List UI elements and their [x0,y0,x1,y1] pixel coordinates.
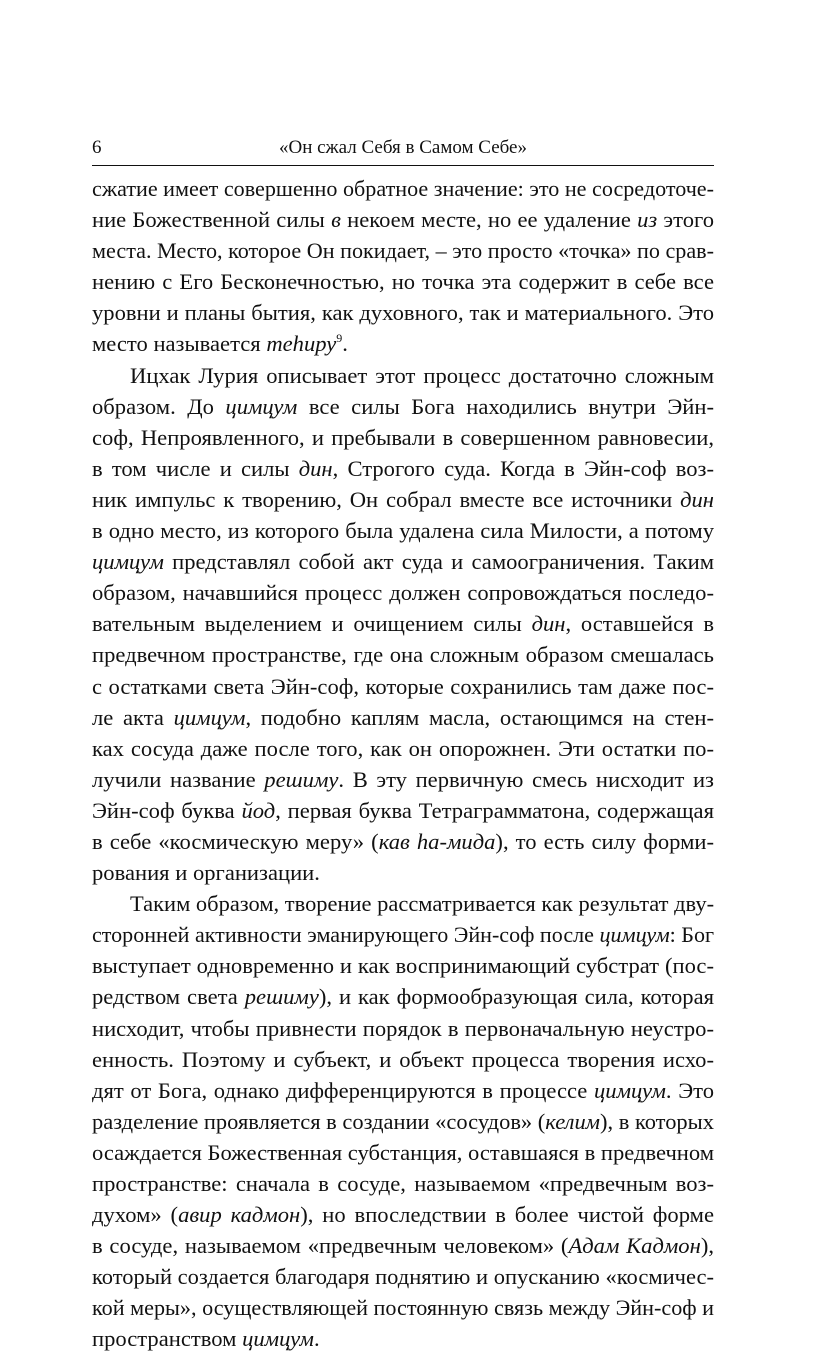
text-line [92,764,714,795]
text-line [92,360,714,391]
text-line [92,1230,714,1261]
text-run: . [313,1326,320,1352]
text-run: : Бог [669,922,715,948]
text-run: места. Место, которое Он покидает, – это просто «точка» по срав- [92,238,714,264]
text-run: представлял собой акт суда и самоограничения. Таким [163,549,714,575]
text-run: лучили название [92,766,265,792]
italic-term: кав hа-мида [378,828,496,854]
page-number: 6 [92,137,102,158]
text-run: . Это [665,1077,714,1103]
text-run: ), то есть силу форми- [495,828,714,854]
text-line [92,733,714,764]
italic-term: дин [531,611,566,637]
italic-term: цимцум [173,704,246,730]
italic-term: цимцум [242,1326,314,1352]
text-line [92,173,714,204]
text-run: в одно место, из которого была удалена сила Милости, а потому [92,518,714,544]
text-run: , первая буква Тетраграмматона, содержащая [275,797,714,823]
text-run: некоем месте, но ее удаление [340,207,638,233]
italic-term: дин [680,486,714,512]
text-run: этого [657,207,714,233]
running-header [92,136,714,160]
text-run: нению с Его Бесконечностью, но точка эта содержит в себе все [92,269,714,295]
text-line [92,422,714,453]
text-line [92,857,714,888]
text-line [92,1106,714,1137]
italic-term: дин [298,455,333,481]
text-line [92,702,714,733]
text-run: ), и как формообразующая сила, которая [318,984,714,1010]
text-run: дят от Бога, однако дифференцируются в процессе [92,1077,594,1103]
text-run: Ицхак Лурия описывает этот процесс достаточно сложным [130,362,714,388]
text-run: в сосуде, называемом «предвечным человеком» ( [92,1233,569,1259]
text-run: , Строгого суда. Когда в Эйн-соф воз- [332,455,714,481]
text-run: пространстве: сначала в сосуде, называемом «предвечным воз- [92,1171,714,1196]
header-rule [92,165,714,166]
text-line [92,546,714,577]
text-line [92,1075,714,1106]
text-line [92,204,714,235]
italic-term: цимцум [225,393,298,419]
text-run: ле акта [92,704,174,730]
text-line [92,515,714,546]
text-run: . [342,331,348,357]
italic-term: решиму [264,766,339,792]
text-line [92,608,714,639]
text-line [92,484,714,515]
text-run: ние Божественной силы [92,207,332,233]
text-run: Таким образом, творение рассматривается как результат дву- [130,891,715,917]
text-line [92,671,714,702]
text-run: ках сосуда даже после того, как он опорожнен. Эти остатки по- [92,735,714,761]
text-run: духом» ( [92,1202,179,1228]
text-line [92,1261,714,1292]
italic-term: келим [545,1108,601,1134]
text-run: рования и организации. [92,860,320,886]
italic-term: в [331,207,341,233]
italic-term: цимцум [594,1077,666,1103]
text-run: ), [700,1233,715,1259]
text-line [92,795,714,826]
text-run: , подобно каплям масла, остающимся на стен- [245,704,714,730]
running-title: «Он сжал Себя в Самом Себе» [278,137,527,158]
text-run: разделение проявляется в создании «сосудов» ( [92,1108,546,1134]
text-line [92,639,714,670]
text-line [92,919,714,950]
text-run: образом. До [92,393,226,419]
italic-term: Адам Кадмон [568,1233,701,1259]
text-line [92,453,714,484]
text-line [92,1013,714,1044]
text-run: Эйн-соф буква [92,797,242,823]
italic-term: тehиру [266,331,337,357]
text-run: нисходит, чтобы привнести порядок в первоначальную неустро- [92,1015,714,1041]
text-run: который создается благодаря поднятию и опусканию «космичес- [92,1264,714,1290]
text-run: пространством [92,1326,243,1352]
text-line [92,297,714,328]
footnote-marker: 9 [336,331,343,346]
text-line [92,1044,714,1075]
text-run: сторонней активности эманирующего Эйн-соф после [92,922,600,948]
text-run: редством света [92,984,245,1010]
text-run: вательным выделением и очищением силы [92,611,532,637]
text-run: в том числе и силы [92,455,299,481]
text-line [92,1137,714,1168]
italic-term: цимцум [92,549,164,575]
text-run: ), в которых [600,1108,714,1134]
text-line [92,888,714,919]
text-run: кой меры», осуществляющей постоянную связь между Эйн-соф и [92,1295,715,1321]
italic-term: авир кадмон [178,1202,301,1228]
text-line [92,1168,714,1199]
body-text [92,173,714,1355]
text-run: . В эту первичную смесь нисходит из [338,766,714,792]
text-line [92,950,714,981]
italic-term: цимцум [599,922,670,948]
text-line [92,328,714,359]
text-run: выступает одновременно и как воспринимающий субстрат (пос- [92,953,714,979]
text-run: в себе «космическую меру» ( [92,828,379,854]
text-line [92,235,714,266]
italic-term: йод [241,797,276,823]
italic-term: решиму [244,984,319,1010]
text-run: осаждается Божественная субстанция, оставшаяся в предвечном [92,1139,715,1165]
italic-term: из [637,207,658,233]
text-line [92,981,714,1012]
text-line [92,1292,714,1323]
text-run: сжатие имеет совершенно обратное значение: это не сосредоточе- [92,176,714,201]
text-run: соф, Непроявленного, и пребывали в совершенном равновесии, [92,424,714,450]
text-run: ник импульс к творению, Он собрал вместе все источники [92,486,681,512]
text-run: уровни и планы бытия, как духовного, так и материального. Это [92,300,714,326]
text-run: ), но впоследствии в более чистой форме [300,1202,714,1228]
text-run: енность. Поэтому и субъект, и объект процесса творения исхо- [92,1046,714,1072]
text-line [92,1199,714,1230]
text-run: образом, начавшийся процесс должен сопровождаться последо- [92,580,714,606]
text-run: предвечном пространстве, где она сложным образом смешалась [92,642,714,668]
text-line [92,826,714,857]
text-line [92,577,714,608]
text-run: все силы Бога находились внутри Эйн- [297,393,714,419]
text-line [92,1323,714,1354]
text-run: место называется [92,331,267,357]
text-run: с остатками света Эйн-соф, которые сохранились там даже пос- [92,673,714,699]
text-line [92,266,714,297]
text-run: , оставшейся в [565,611,714,637]
text-line [92,391,714,422]
